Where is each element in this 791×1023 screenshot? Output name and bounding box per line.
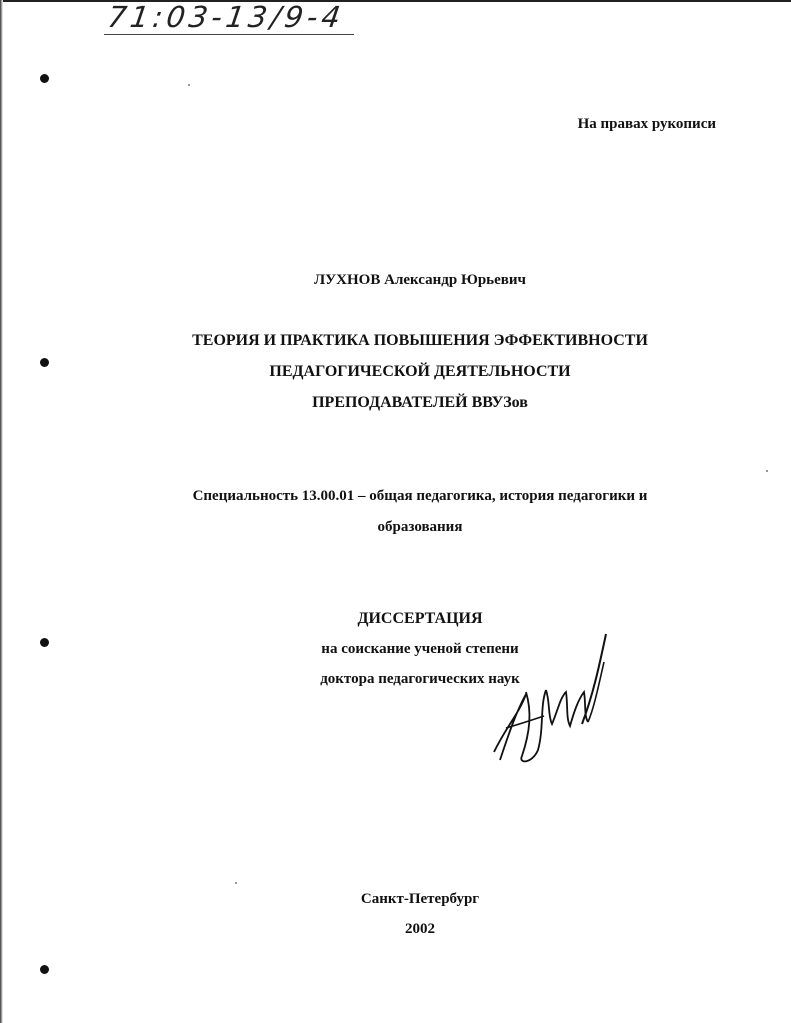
binding-hole-mark — [40, 965, 49, 974]
scan-speck — [766, 470, 768, 472]
specialty-line-1: Специальность 13.00.01 – общая педагогика, история педагогики и — [192, 488, 648, 504]
binding-hole-mark — [40, 638, 49, 647]
catalog-number-underline — [104, 34, 354, 35]
author-surname: ЛУХНОВ — [314, 272, 381, 288]
specialty-line-2: образования — [377, 519, 463, 535]
author-line — [150, 265, 690, 295]
dissertation-line-2: доктора педагогических наук — [320, 671, 520, 687]
binding-hole-mark — [40, 74, 49, 83]
dissertation-heading: ДИССЕРТАЦИЯ — [357, 610, 483, 627]
manuscript-rights-note: На правах рукописи — [577, 116, 716, 132]
dissertation-title — [150, 325, 690, 418]
city: Санкт-Петербург — [360, 891, 480, 907]
catalog-number: 71:03-13/9-4 — [105, 0, 347, 34]
scan-left-edge — [0, 0, 3, 1023]
dissertation-line-1: на соискание ученой степени — [321, 641, 519, 657]
title-line-2: ПЕДАГОГИЧЕСКОЙ ДЕЯТЕЛЬНОСТИ — [269, 363, 571, 380]
author-given-names: Александр Юрьевич — [384, 272, 526, 288]
specialty-block — [150, 481, 690, 543]
binding-hole-mark — [40, 358, 49, 367]
title-line-3: ПРЕПОДАВАТЕЛЕЙ ВВУЗов — [312, 394, 528, 411]
handwritten-signature — [486, 632, 616, 767]
title-line-1: ТЕОРИЯ И ПРАКТИКА ПОВЫШЕНИЯ ЭФФЕКТИВНОСТИ — [192, 332, 648, 349]
year: 2002 — [405, 921, 435, 937]
place-and-year — [150, 884, 690, 944]
scan-speck — [188, 84, 190, 86]
